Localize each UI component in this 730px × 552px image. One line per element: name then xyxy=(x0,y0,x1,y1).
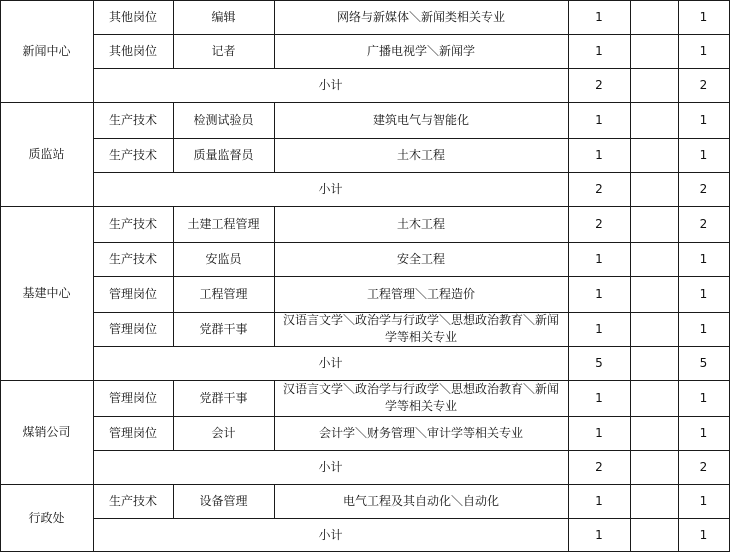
row-divider xyxy=(0,206,729,207)
column-divider xyxy=(173,206,174,346)
column-divider xyxy=(173,102,174,172)
category-cell: 管理岗位 xyxy=(108,321,157,336)
column-divider xyxy=(678,0,679,552)
unit-cell: 行政处 xyxy=(28,510,65,525)
major-cell: 广播电视学＼新闻学 xyxy=(366,43,475,58)
major-cell: 会计学＼财务管理＼审计学等相关专业 xyxy=(318,425,523,440)
category-cell: 生产技术 xyxy=(108,493,157,508)
category-cell: 生产技术 xyxy=(108,147,157,162)
subtotal-count-b: 2 xyxy=(699,77,708,92)
count-a-cell: 1 xyxy=(595,390,603,405)
count-a-cell: 1 xyxy=(595,493,603,508)
column-divider xyxy=(568,0,569,552)
position-cell: 检测试验员 xyxy=(193,112,254,127)
unit-cell: 基建中心 xyxy=(22,285,71,300)
subtotal-count-b: 2 xyxy=(699,459,708,474)
column-divider xyxy=(173,0,174,68)
major-cell: 土木工程 xyxy=(396,147,445,162)
column-divider xyxy=(274,206,275,346)
row-divider xyxy=(93,346,729,347)
column-divider xyxy=(173,380,174,450)
count-b-cell: 2 xyxy=(699,216,708,231)
column-divider xyxy=(274,484,275,518)
subtotal-count-b: 1 xyxy=(699,527,708,542)
column-divider xyxy=(274,380,275,450)
category-cell: 管理岗位 xyxy=(108,425,157,440)
unit-cell: 质监站 xyxy=(28,146,65,161)
category-cell: 生产技术 xyxy=(108,251,157,266)
count-a-cell: 1 xyxy=(595,251,603,266)
row-divider xyxy=(93,242,729,243)
count-b-cell: 1 xyxy=(699,321,708,336)
count-a-cell: 1 xyxy=(595,425,603,440)
column-divider xyxy=(93,0,94,552)
unit-cell: 煤销公司 xyxy=(22,424,71,439)
major-cell: 电气工程及其自动化＼自动化 xyxy=(342,493,499,508)
row-divider xyxy=(0,102,729,103)
major-cell: 土木工程 xyxy=(396,216,445,231)
row-divider xyxy=(0,484,729,485)
subtotal-label: 小计 xyxy=(318,355,343,370)
count-a-cell: 1 xyxy=(595,286,603,301)
major-cell: 建筑电气与智能化 xyxy=(372,112,469,127)
position-cell: 工程管理 xyxy=(199,286,248,301)
count-a-cell: 2 xyxy=(595,216,603,231)
row-divider xyxy=(93,138,729,139)
count-b-cell: 1 xyxy=(699,9,708,24)
row-divider xyxy=(93,416,729,417)
subtotal-count-a: 1 xyxy=(595,527,603,542)
major-cell: 工程管理＼工程造价 xyxy=(366,286,475,301)
category-cell: 生产技术 xyxy=(108,216,157,231)
position-cell: 记者 xyxy=(211,43,236,58)
row-divider xyxy=(93,68,729,69)
subtotal-count-a: 2 xyxy=(595,77,603,92)
position-cell: 土建工程管理 xyxy=(187,216,260,231)
count-b-cell: 1 xyxy=(699,493,708,508)
subtotal-count-a: 5 xyxy=(595,355,603,370)
category-cell: 管理岗位 xyxy=(108,390,157,405)
position-cell: 党群干事 xyxy=(199,390,248,405)
subtotal-label: 小计 xyxy=(318,181,343,196)
count-a-cell: 1 xyxy=(595,9,603,24)
count-b-cell: 1 xyxy=(699,390,708,405)
subtotal-label: 小计 xyxy=(318,77,343,92)
major-cell: 汉语言文学＼政治学与行政学＼思想政治教育＼新闻学等相关专业 xyxy=(282,313,559,344)
position-cell: 设备管理 xyxy=(199,493,248,508)
column-divider xyxy=(274,0,275,68)
position-cell: 安监员 xyxy=(205,251,242,266)
subtotal-label: 小计 xyxy=(318,459,343,474)
unit-cell: 新闻中心 xyxy=(22,43,71,58)
row-divider xyxy=(93,172,729,173)
row-divider xyxy=(93,450,729,451)
count-b-cell: 1 xyxy=(699,147,708,162)
row-divider xyxy=(93,34,729,35)
column-divider xyxy=(0,0,1,552)
position-cell: 党群干事 xyxy=(199,321,248,336)
position-cell: 会计 xyxy=(211,425,236,440)
count-a-cell: 1 xyxy=(595,321,603,336)
major-cell: 网络与新媒体＼新闻类相关专业 xyxy=(336,9,505,24)
position-cell: 质量监督员 xyxy=(193,147,254,162)
count-a-cell: 1 xyxy=(595,43,603,58)
row-divider xyxy=(93,312,729,313)
column-divider xyxy=(173,484,174,518)
column-divider xyxy=(274,102,275,172)
row-divider xyxy=(0,380,729,381)
category-cell: 其他岗位 xyxy=(108,9,157,24)
subtotal-label: 小计 xyxy=(318,527,343,542)
count-b-cell: 1 xyxy=(699,286,708,301)
count-b-cell: 1 xyxy=(699,251,708,266)
count-b-cell: 1 xyxy=(699,112,708,127)
position-cell: 编辑 xyxy=(211,9,236,24)
row-divider xyxy=(0,0,729,1)
count-b-cell: 1 xyxy=(699,43,708,58)
major-cell: 汉语言文学＼政治学与行政学＼思想政治教育＼新闻学等相关专业 xyxy=(282,382,559,413)
count-a-cell: 1 xyxy=(595,112,603,127)
count-a-cell: 1 xyxy=(595,147,603,162)
category-cell: 生产技术 xyxy=(108,112,157,127)
row-divider xyxy=(93,518,729,519)
category-cell: 管理岗位 xyxy=(108,286,157,301)
subtotal-count-a: 2 xyxy=(595,181,603,196)
major-cell: 安全工程 xyxy=(396,251,445,266)
count-b-cell: 1 xyxy=(699,425,708,440)
category-cell: 其他岗位 xyxy=(108,43,157,58)
subtotal-count-a: 2 xyxy=(595,459,603,474)
row-divider xyxy=(93,276,729,277)
subtotal-count-b: 5 xyxy=(699,355,708,370)
column-divider xyxy=(630,0,631,552)
subtotal-count-b: 2 xyxy=(699,181,708,196)
